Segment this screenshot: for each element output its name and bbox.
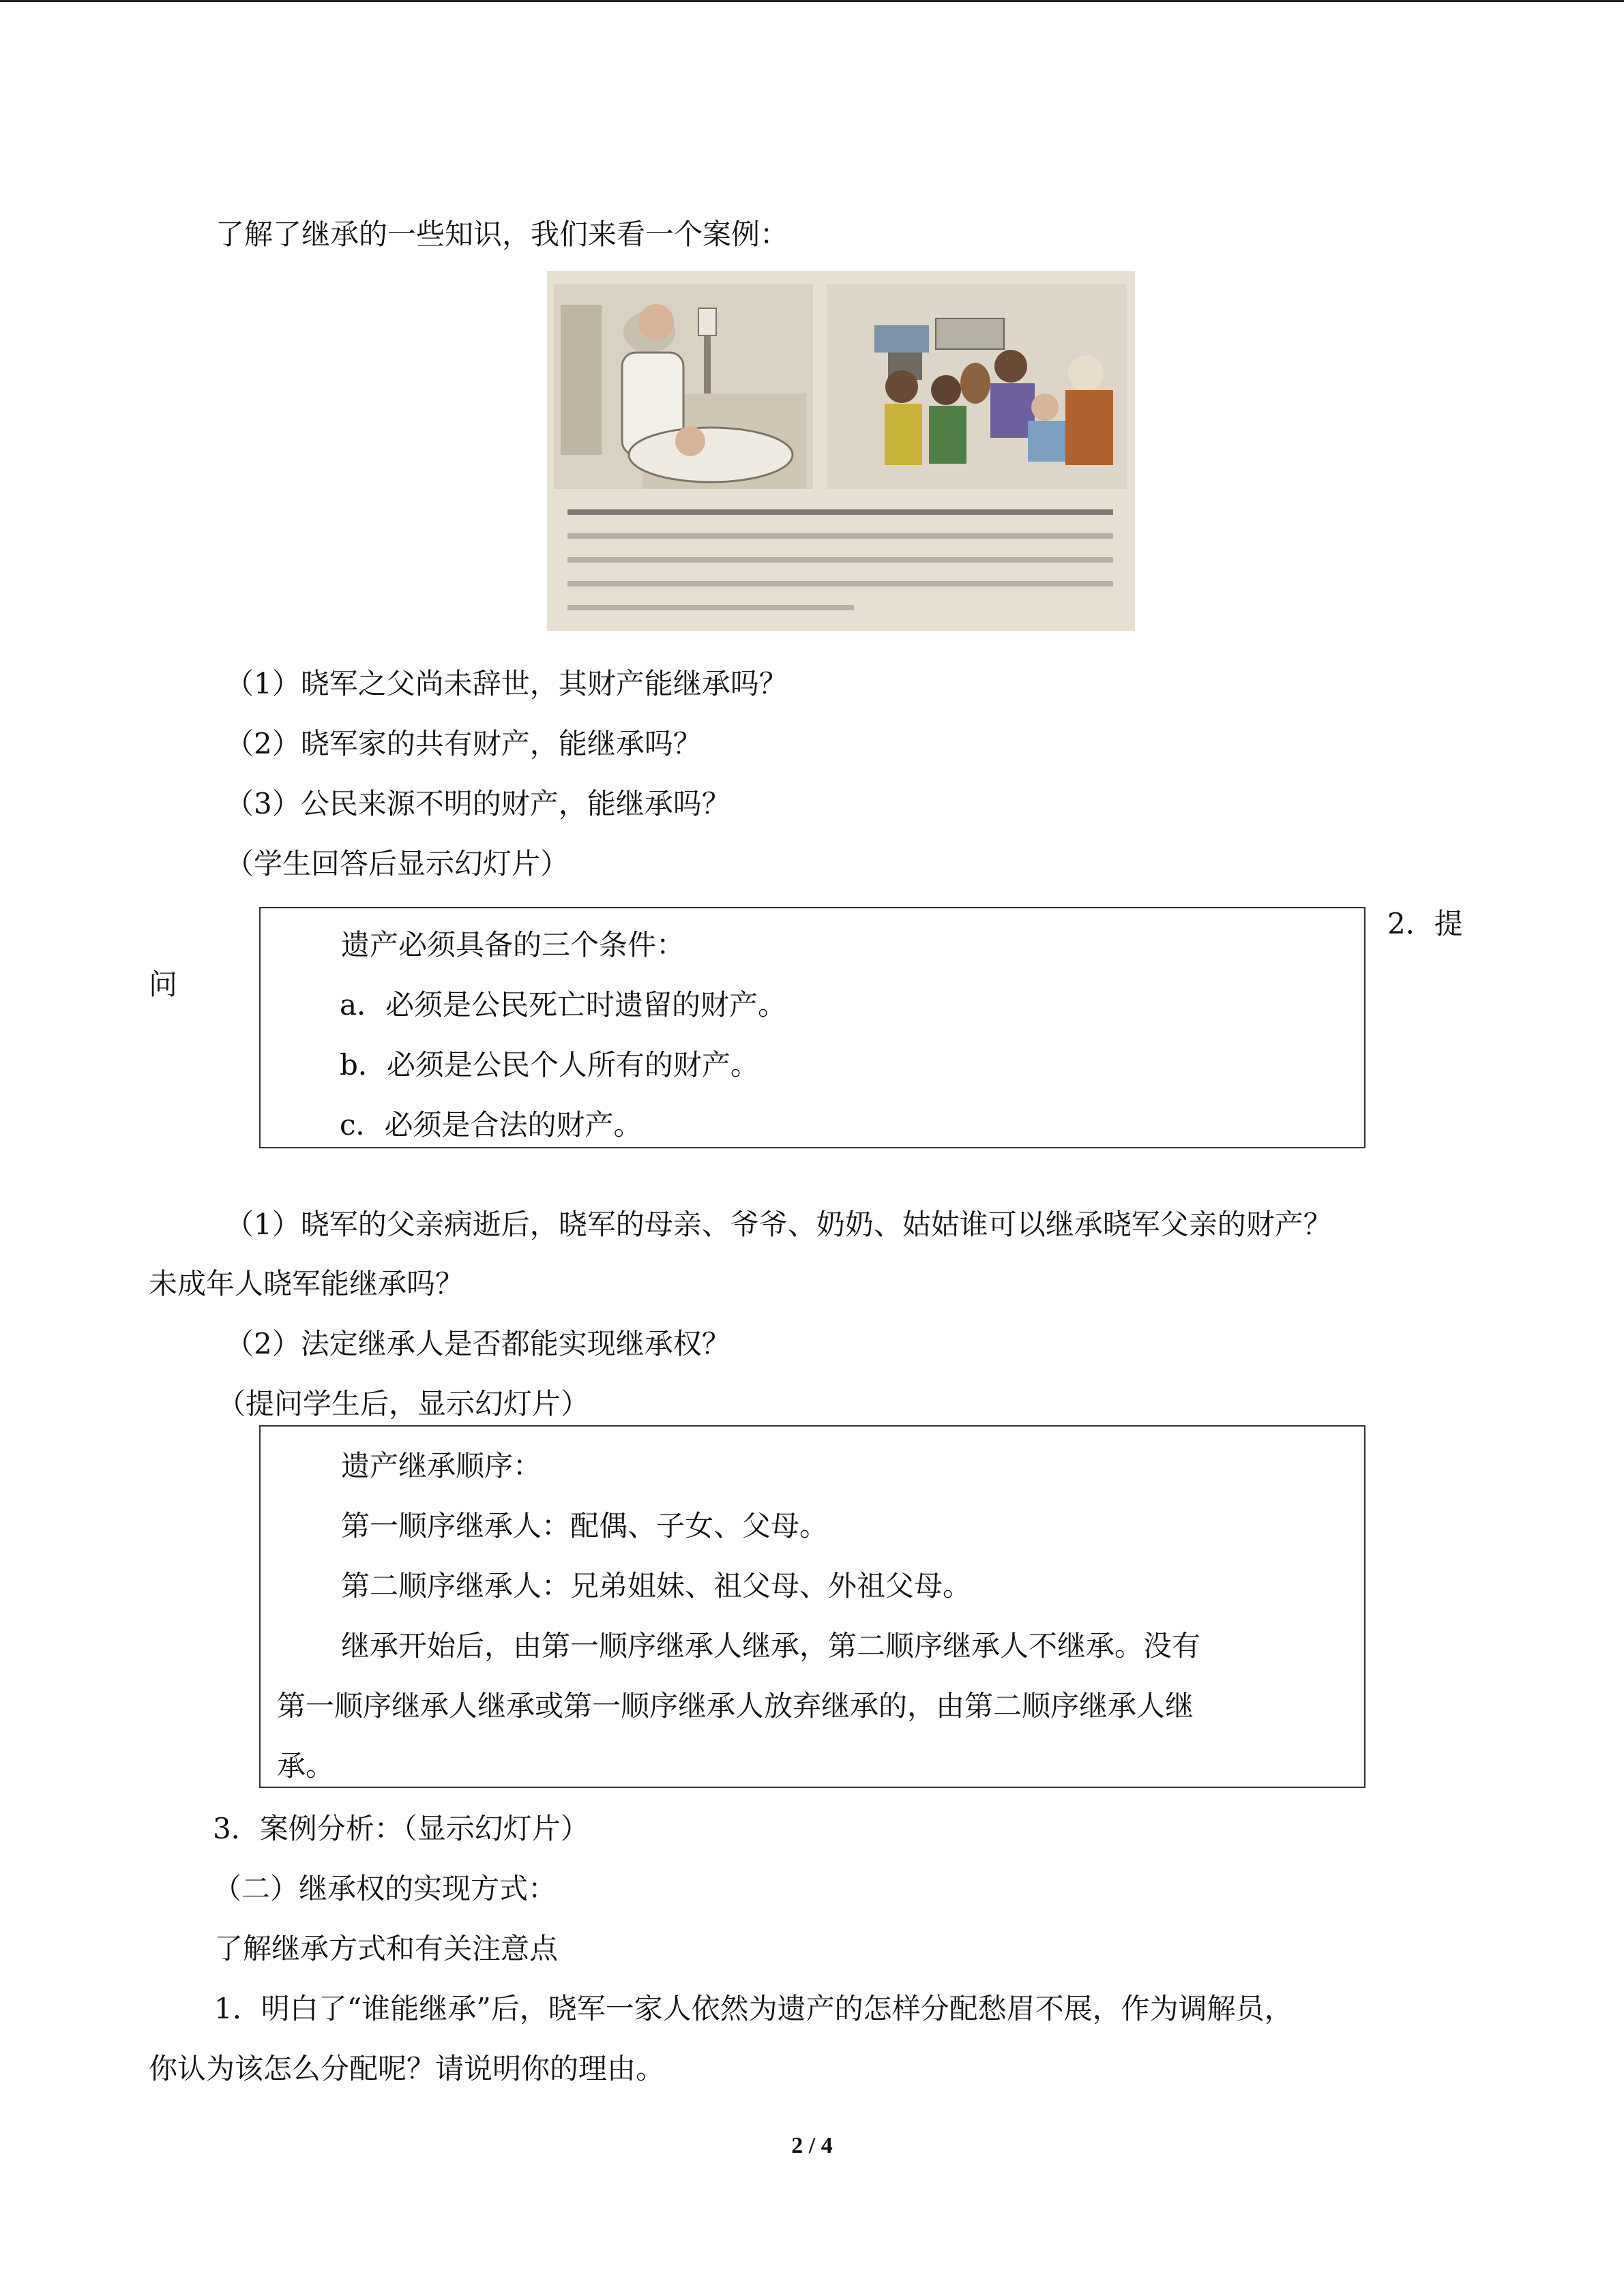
box1-item-a: a．必须是公民死亡时遗留的财产。	[340, 988, 787, 1022]
case-analysis-line: 3．案例分析：（显示幻灯片）	[213, 1812, 589, 1845]
slide-note-b: （提问学生后，显示幻灯片）	[217, 1387, 590, 1420]
slide-note-a: （学生回答后显示幻灯片）	[225, 847, 570, 880]
case-illustration	[547, 271, 1135, 631]
question-a1: （1）晓军之父尚未辞世，其财产能继承吗？	[225, 667, 788, 700]
box2-rule-line1: 继承开始后，由第一顺序继承人继承，第二顺序继承人不继承。没有	[341, 1629, 1201, 1663]
box2-rule-line2: 第一顺序继承人继承或第一顺序继承人放弃继承的，由第二顺序继承人继	[277, 1689, 1194, 1723]
box2-second-order: 第二顺序继承人：兄弟姐妹、祖父母、外祖父母。	[341, 1569, 972, 1602]
box2-rule-line3: 承。	[277, 1749, 335, 1783]
section-heading: （二）继承权的实现方式：	[213, 1872, 557, 1905]
box1-title: 遗产必须具备的三个条件：	[341, 928, 685, 961]
question-b2: （2）法定继承人是否都能实现继承权？	[225, 1327, 730, 1360]
side-label-right: 2．提	[1387, 907, 1463, 940]
box2-first-order: 第一顺序继承人：配偶、子女、父母。	[341, 1509, 829, 1542]
box1-item-b: b．必须是公民个人所有的财产。	[340, 1048, 759, 1082]
top-border	[0, 0, 1624, 2]
box2-title: 遗产继承顺序：	[341, 1449, 542, 1482]
question-a2: （2）晓军家的共有财产，能继承吗？	[225, 727, 702, 760]
page-number: 2 / 4	[791, 2133, 833, 2158]
paragraph-1-line1: 1．明白了“谁能继承”后，晓军一家人依然为遗产的怎样分配愁眉不展，作为调解员，	[214, 1992, 1293, 2025]
question-a3: （3）公民来源不明的财产，能继承吗？	[225, 787, 730, 820]
paragraph-1-line2: 你认为该怎么分配呢？请说明你的理由。	[149, 2052, 665, 2085]
box1-item-c: c．必须是合法的财产。	[340, 1108, 643, 1142]
section-subheading: 了解继承方式和有关注意点	[214, 1932, 559, 1965]
side-label-left: 问	[149, 968, 178, 1001]
inheritance-conditions-box	[259, 907, 1365, 1148]
intro-text: 了解了继承的一些知识，我们来看一个案例：	[216, 218, 789, 251]
question-b1-line2: 未成年人晓军能继承吗？	[149, 1267, 464, 1300]
inheritance-order-box	[259, 1425, 1365, 1788]
illustration-case-image	[547, 271, 1135, 631]
question-b1-line1: （1）晓军的父亲病逝后，晓军的母亲、爷爷、奶奶、姑姑谁可以继承晓军父亲的财产？	[225, 1208, 1332, 1241]
